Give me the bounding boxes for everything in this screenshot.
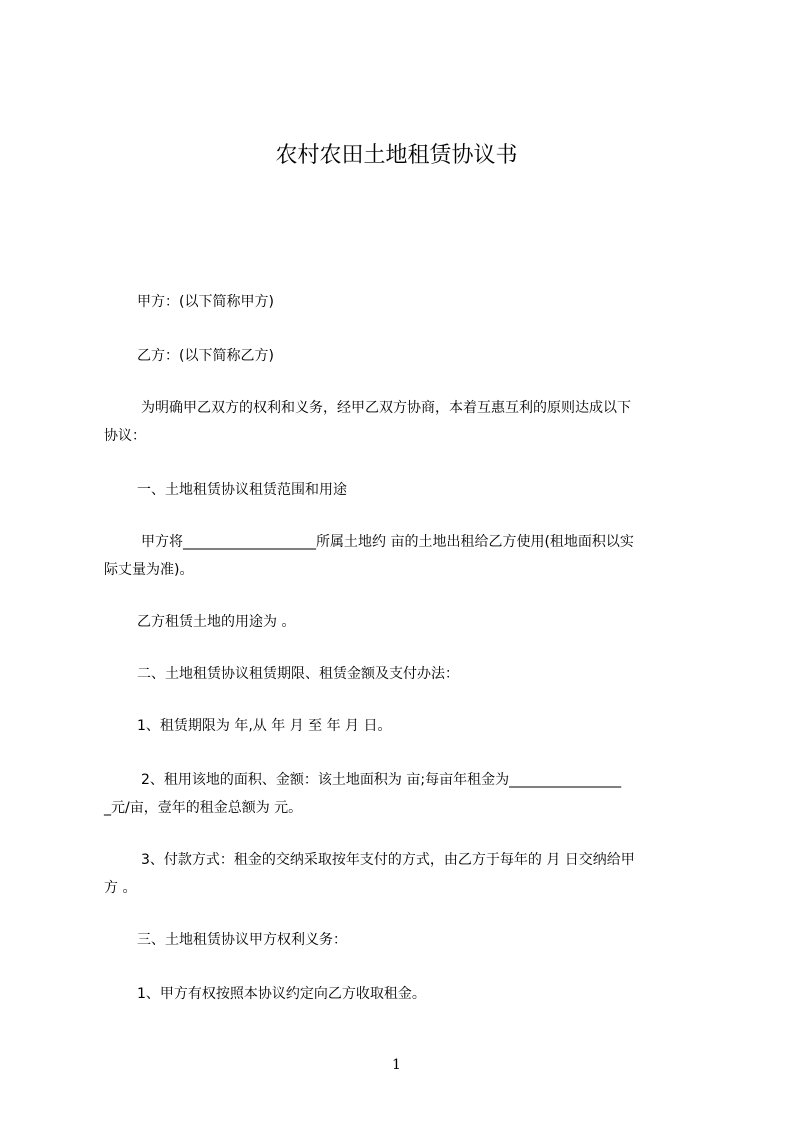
section-2-item-3-line-1: 3、付款方式：租金的交纳采取按年支付的方式，由乙方于每年的 月 日交纳给甲	[141, 852, 635, 868]
section-2-item-2-line-2: _元/亩，壹年的租金总额为 元。	[104, 800, 303, 816]
section-2-heading: 二、土地租赁协议租赁期限、租赁金额及支付办法：	[137, 666, 459, 682]
section-2-item-2-line-1: 2、租用该地的面积、金额：该土地面积为 亩;每亩年租金为________________	[141, 772, 622, 788]
preamble-line-2: 协议：	[104, 428, 146, 444]
section-1-paragraph-1-line-2: 际丈量为准)。	[104, 562, 194, 578]
party-a-line: 甲方：(以下简称甲方)	[137, 294, 274, 310]
section-3-heading: 三、土地租赁协议甲方权利义务：	[137, 932, 347, 948]
party-b-line: 乙方：(以下简称乙方)	[137, 348, 274, 364]
preamble-line-1: 为明确甲乙双方的权利和义务，经甲乙双方协商，本着互惠互利的原则达成以下	[141, 400, 631, 416]
section-1-heading: 一、土地租赁协议租赁范围和用途	[137, 482, 347, 498]
page-number: 1	[392, 1057, 401, 1073]
section-1-paragraph-2: 乙方租赁土地的用途为 。	[137, 614, 296, 630]
section-3-item-1: 1、甲方有权按照本协议约定向乙方收取租金。	[137, 986, 426, 1002]
section-2-item-3-line-2: 方 。	[104, 880, 137, 896]
document-title: 农村农田土地租赁协议书	[275, 143, 518, 168]
section-2-item-1: 1、租赁期限为 年,从 年 月 至 年 月 日。	[137, 718, 392, 734]
section-1-paragraph-1-line-1: 甲方将___________________所属土地约 亩的土地出租给乙方使用(租地面积以实	[141, 534, 634, 550]
